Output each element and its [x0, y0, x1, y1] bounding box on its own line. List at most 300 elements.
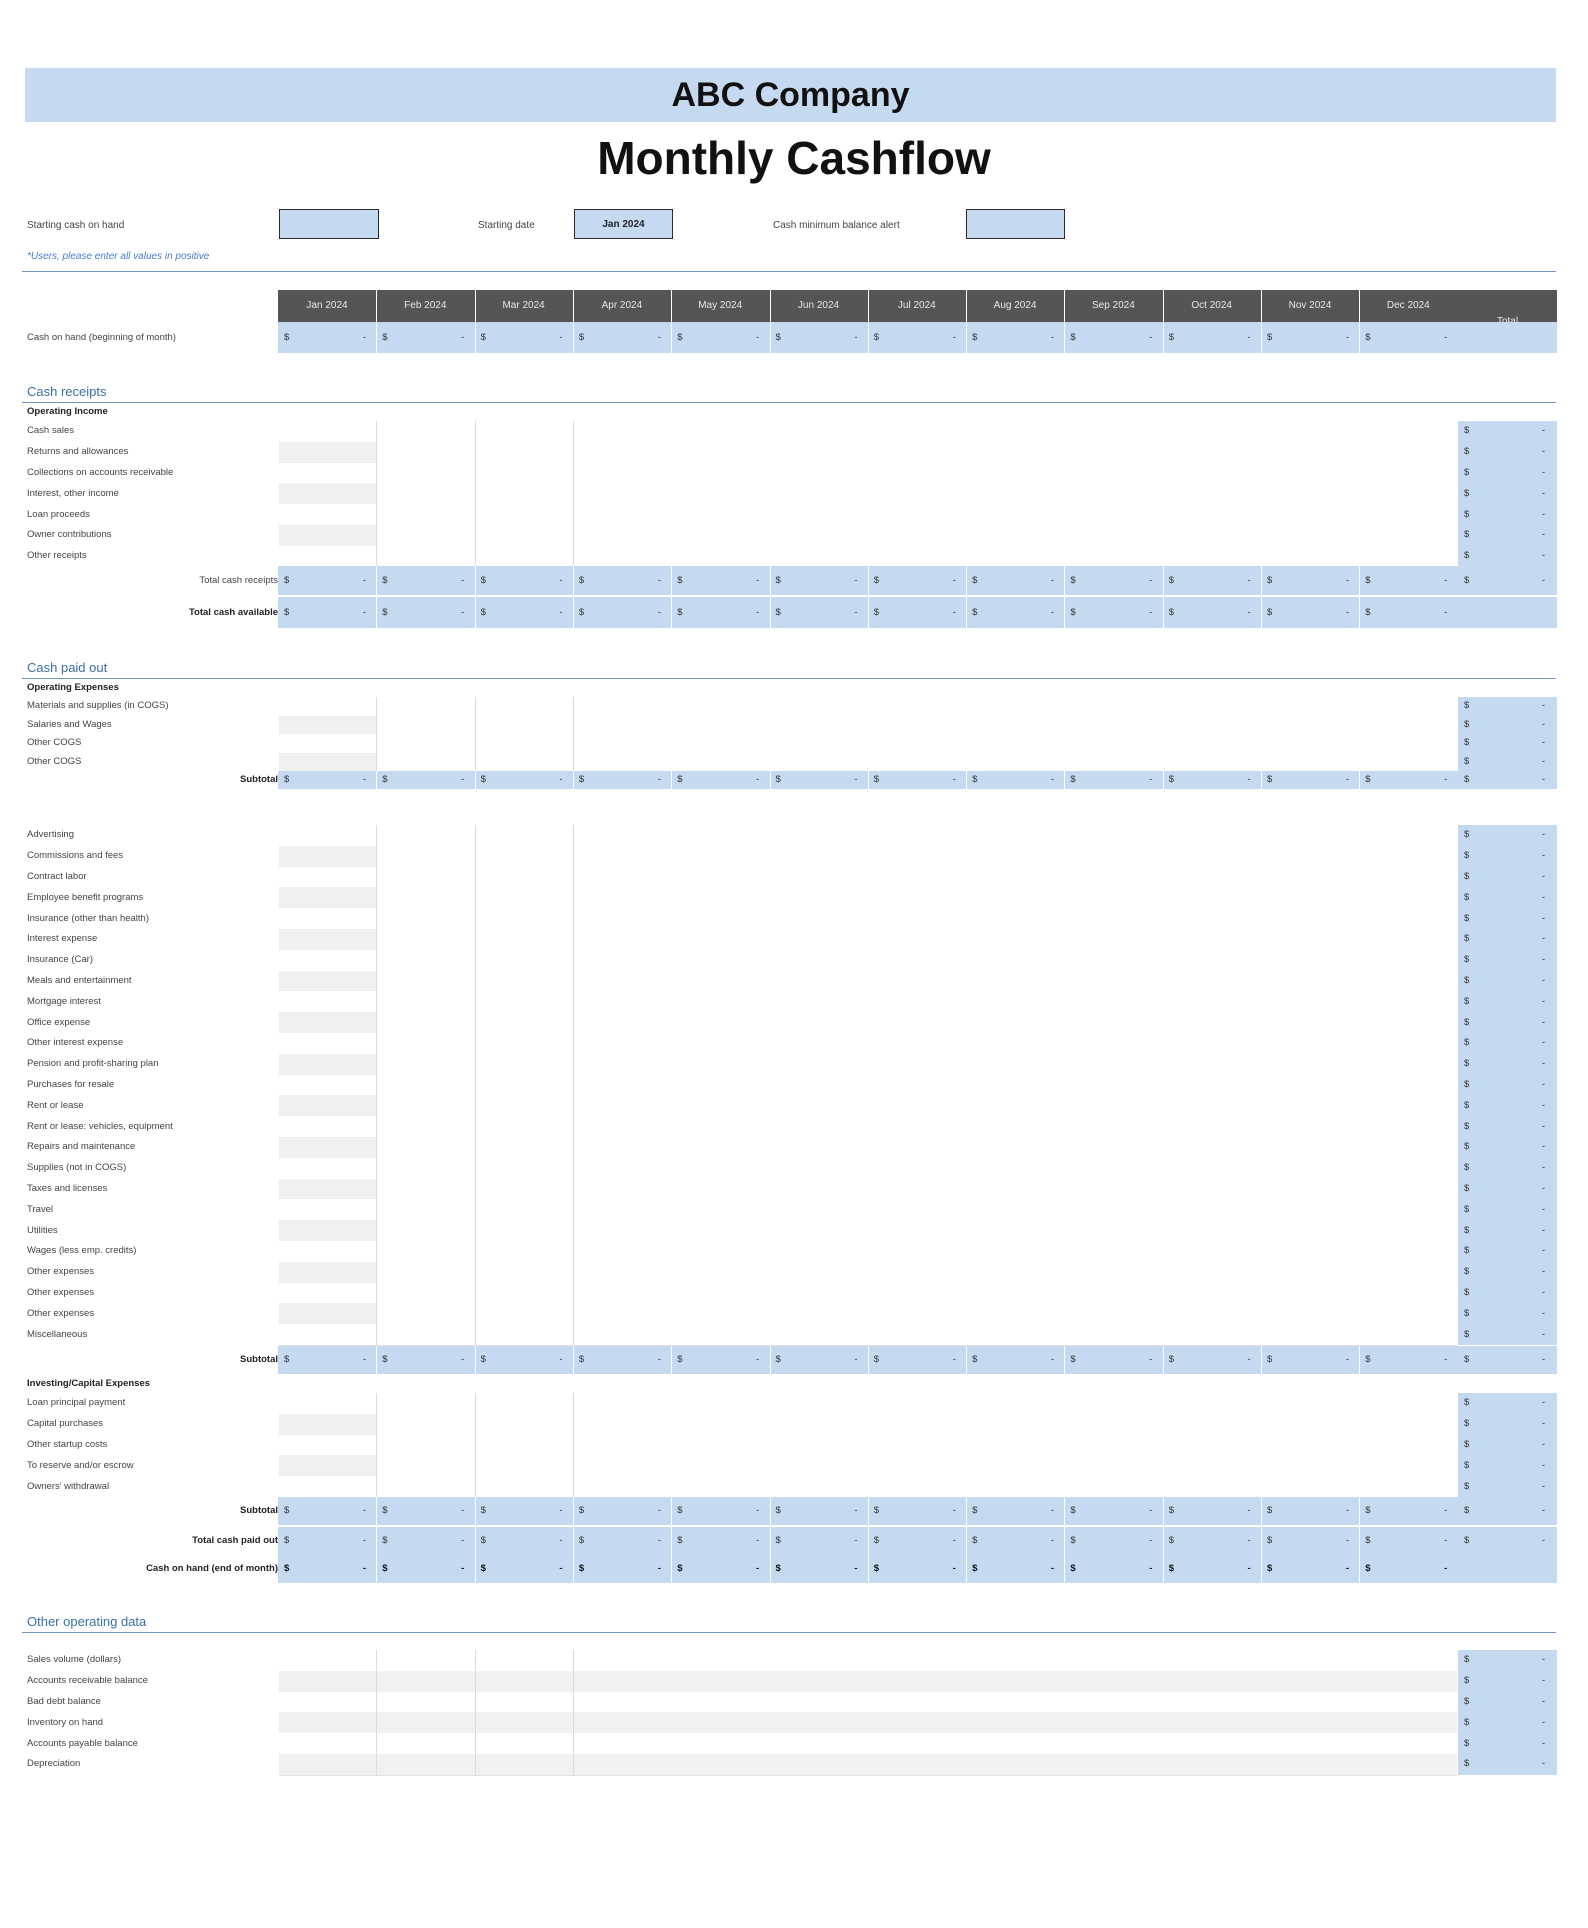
first-month-cell[interactable] — [279, 1199, 377, 1220]
row-label: Other COGS — [27, 737, 82, 749]
grid-line — [376, 483, 377, 504]
column-separator — [1064, 1497, 1065, 1525]
total-label: Cash on hand (end of month) — [146, 1563, 278, 1574]
row-total-cell — [1458, 1393, 1557, 1414]
input-row[interactable] — [279, 1179, 1457, 1201]
first-month-cell[interactable] — [279, 1671, 377, 1692]
value: - — [854, 606, 858, 618]
input-row[interactable] — [279, 1262, 1457, 1284]
value: - — [1149, 774, 1153, 785]
currency-sign: $ — [578, 574, 585, 586]
input-row[interactable] — [279, 825, 1457, 847]
grid-line — [376, 697, 377, 716]
column-separator — [376, 1497, 377, 1525]
grid-line — [376, 1241, 377, 1262]
grid-line — [573, 716, 574, 735]
currency-sign: $ — [1070, 1563, 1076, 1574]
first-month-cell[interactable] — [279, 1692, 377, 1713]
grid-line — [475, 991, 476, 1012]
total-blank — [1458, 1555, 1557, 1583]
value: - — [1541, 995, 1545, 1007]
grid-line — [573, 908, 574, 929]
currency-sign: $ — [382, 331, 388, 343]
starting-cash-input[interactable] — [279, 209, 379, 239]
input-row[interactable] — [279, 929, 1457, 951]
grid-line — [376, 825, 377, 846]
input-row[interactable] — [279, 1283, 1457, 1305]
row-label: Other COGS — [27, 755, 82, 767]
input-row[interactable] — [279, 1033, 1457, 1055]
value: - — [1541, 550, 1545, 562]
row-label: Owners' withdrawal — [27, 1480, 110, 1492]
grid-line — [475, 1455, 476, 1476]
row-total-cell — [1458, 504, 1557, 525]
grid-line — [475, 525, 476, 546]
starting-cash-label: Starting cash on hand — [27, 220, 125, 231]
currency-sign: $ — [972, 1563, 978, 1574]
first-month-cell[interactable] — [279, 1241, 377, 1262]
input-row[interactable] — [279, 1435, 1457, 1457]
value: - — [1444, 774, 1448, 785]
currency-sign: $ — [775, 774, 781, 785]
value: - — [756, 774, 760, 785]
value: - — [1541, 574, 1545, 586]
grid-line — [475, 1116, 476, 1137]
input-row[interactable] — [279, 1137, 1457, 1159]
row-label: Supplies (not in COGS) — [27, 1162, 127, 1174]
input-row[interactable] — [279, 950, 1457, 972]
input-row[interactable] — [279, 525, 1457, 547]
currency-sign: $ — [1168, 1505, 1174, 1516]
value: - — [1050, 774, 1055, 785]
first-month-cell[interactable] — [279, 1414, 377, 1435]
currency-sign: $ — [1464, 1307, 1470, 1319]
first-month-cell[interactable] — [279, 1324, 377, 1345]
currency-sign: $ — [382, 606, 388, 618]
currency-sign: $ — [1464, 1758, 1470, 1770]
value: - — [1345, 1505, 1349, 1516]
row-total-cell — [1458, 1754, 1557, 1775]
first-month-cell[interactable] — [279, 1075, 377, 1096]
grid-line — [475, 1283, 476, 1304]
grid-line — [475, 1712, 476, 1733]
currency-sign: $ — [1168, 774, 1174, 785]
row-label: Repairs and maintenance — [27, 1141, 136, 1153]
currency-sign: $ — [1464, 1654, 1470, 1666]
value: - — [657, 1505, 661, 1516]
row-label: Materials and supplies (in COGS) — [27, 700, 169, 712]
row-total-cell — [1458, 1692, 1557, 1713]
input-row[interactable] — [279, 1692, 1457, 1714]
column-separator — [475, 597, 476, 628]
column-separator — [1261, 1497, 1262, 1525]
column-separator — [966, 322, 967, 353]
column-separator — [1261, 771, 1262, 789]
currency-sign: $ — [1070, 574, 1076, 586]
first-month-cell[interactable] — [279, 1435, 377, 1456]
first-month-cell[interactable] — [279, 697, 377, 716]
row-label: Accounts receivable balance — [27, 1675, 148, 1687]
currency-sign: $ — [1267, 606, 1273, 618]
grid-line — [475, 1095, 476, 1116]
grid-line — [376, 846, 377, 867]
column-separator — [1359, 322, 1360, 353]
input-row[interactable] — [279, 734, 1457, 754]
value: - — [756, 1563, 760, 1574]
grid-line — [475, 1650, 476, 1671]
first-month-cell[interactable] — [279, 504, 377, 525]
input-row[interactable] — [279, 1158, 1457, 1180]
first-month-cell[interactable] — [279, 716, 377, 735]
row-label: Other startup costs — [27, 1439, 108, 1450]
value: - — [1541, 1120, 1545, 1132]
currency-sign: $ — [578, 331, 585, 343]
currency-sign: $ — [1464, 1099, 1470, 1111]
column-separator — [376, 771, 377, 789]
currency-sign: $ — [578, 1354, 585, 1365]
row-label: Loan proceeds — [27, 508, 90, 520]
row-label: Owner contributions — [27, 529, 112, 541]
value: - — [362, 1354, 366, 1365]
input-row[interactable] — [279, 846, 1457, 868]
currency-sign: $ — [480, 1535, 486, 1546]
input-row[interactable] — [279, 1075, 1457, 1097]
grid-line — [376, 971, 377, 992]
currency-sign: $ — [1365, 1505, 1371, 1516]
input-row[interactable] — [279, 1733, 1457, 1755]
value: - — [1541, 1459, 1545, 1471]
input-row[interactable] — [279, 1220, 1457, 1242]
grid-line — [475, 1179, 476, 1200]
first-month-cell[interactable] — [279, 1754, 377, 1775]
column-separator — [966, 771, 967, 789]
input-row[interactable] — [279, 1054, 1457, 1076]
month-header: Oct 2024 — [1191, 300, 1232, 311]
grid-line — [573, 1033, 574, 1054]
first-month-cell[interactable] — [279, 1054, 377, 1075]
first-month-cell[interactable] — [279, 1733, 377, 1754]
first-month-cell[interactable] — [279, 546, 377, 567]
input-row[interactable] — [279, 1199, 1457, 1221]
value: - — [1345, 606, 1349, 618]
input-row[interactable] — [279, 1754, 1457, 1776]
input-row[interactable] — [279, 887, 1457, 909]
input-row[interactable] — [279, 1324, 1457, 1346]
first-month-cell[interactable] — [279, 442, 377, 463]
value: - — [362, 331, 366, 343]
currency-sign: $ — [1464, 1438, 1470, 1450]
value: - — [1247, 574, 1251, 586]
currency-sign: $ — [1464, 974, 1470, 986]
value: - — [1541, 1695, 1545, 1707]
first-month-cell[interactable] — [279, 1095, 377, 1116]
column-separator — [1359, 597, 1360, 628]
grid-line — [573, 1199, 574, 1220]
currency-sign: $ — [1464, 1266, 1470, 1278]
value: - — [1541, 850, 1545, 862]
input-row[interactable] — [279, 1476, 1457, 1498]
currency-sign: $ — [284, 1505, 290, 1516]
month-header: Feb 2024 — [404, 300, 447, 311]
input-row[interactable] — [279, 1712, 1457, 1734]
grid-line — [475, 1303, 476, 1324]
input-row[interactable] — [279, 421, 1457, 443]
value: - — [362, 574, 366, 586]
grid-line — [573, 1116, 574, 1137]
input-row[interactable] — [279, 1455, 1457, 1477]
first-month-cell[interactable] — [279, 1262, 377, 1283]
first-month-cell[interactable] — [279, 1712, 377, 1733]
value: - — [1345, 1535, 1349, 1546]
first-month-cell[interactable] — [279, 1158, 377, 1179]
first-month-cell[interactable] — [279, 1220, 377, 1241]
column-separator — [770, 322, 771, 353]
currency-sign: $ — [972, 1505, 978, 1516]
currency-sign: $ — [1267, 1563, 1273, 1574]
row-label: Sales volume (dollars) — [27, 1654, 121, 1666]
input-row[interactable] — [279, 991, 1457, 1013]
input-row[interactable] — [279, 483, 1457, 505]
value: - — [559, 1505, 563, 1516]
group-operating-income: Operating Income — [27, 406, 108, 417]
grid-line — [376, 950, 377, 971]
first-month-cell[interactable] — [279, 1137, 377, 1158]
value: - — [461, 1505, 465, 1516]
grid-line — [573, 846, 574, 867]
first-month-cell[interactable] — [279, 421, 377, 442]
grid-line — [573, 887, 574, 908]
grid-line — [573, 442, 574, 463]
currency-sign: $ — [1464, 1162, 1470, 1174]
grid-line — [376, 525, 377, 546]
value: - — [756, 1535, 760, 1546]
row-label: Interest, other income — [27, 487, 119, 499]
first-month-cell[interactable] — [279, 971, 377, 992]
row-total-cell — [1458, 1455, 1557, 1476]
currency-sign: $ — [1464, 1354, 1470, 1365]
grid-line — [376, 1712, 377, 1733]
grid-line — [573, 1241, 574, 1262]
value: - — [854, 774, 858, 785]
month-header: Dec 2024 — [1386, 300, 1430, 311]
column-separator — [475, 322, 476, 353]
currency-sign: $ — [1464, 774, 1470, 785]
input-row[interactable] — [279, 697, 1457, 717]
value: - — [1345, 1563, 1349, 1574]
first-month-cell[interactable] — [279, 525, 377, 546]
column-separator — [1064, 566, 1065, 595]
value: - — [1345, 1354, 1349, 1365]
min-balance-input[interactable] — [966, 209, 1065, 239]
grid-line — [573, 929, 574, 950]
first-month-cell[interactable] — [279, 1012, 377, 1033]
input-row[interactable] — [279, 463, 1457, 485]
row-label: Meals and entertainment — [27, 975, 132, 986]
currency-sign: $ — [1464, 1459, 1470, 1471]
first-month-cell[interactable] — [279, 753, 377, 772]
first-month-cell[interactable] — [279, 929, 377, 950]
first-month-cell[interactable] — [279, 483, 377, 504]
row-label: Returns and allowances — [27, 446, 129, 458]
input-row[interactable] — [279, 908, 1457, 930]
first-month-cell[interactable] — [279, 908, 377, 929]
currency-sign: $ — [1464, 829, 1470, 841]
column-separator — [868, 1555, 869, 1583]
input-row[interactable] — [279, 442, 1457, 464]
value: - — [362, 1563, 366, 1574]
grid-line — [573, 1283, 574, 1304]
row-label: Taxes and licenses — [27, 1183, 108, 1194]
first-month-cell[interactable] — [279, 1179, 377, 1200]
month-header: Nov 2024 — [1288, 300, 1332, 311]
column-separator — [966, 1497, 967, 1525]
column-separator — [966, 566, 967, 595]
column-separator — [671, 566, 672, 595]
input-row[interactable] — [279, 1116, 1457, 1138]
value: - — [362, 774, 366, 785]
currency-sign: $ — [775, 1505, 781, 1516]
row-label: Mortgage interest — [27, 995, 101, 1007]
first-month-cell[interactable] — [279, 1033, 377, 1054]
currency-sign: $ — [873, 1354, 880, 1365]
currency-sign: $ — [480, 1563, 486, 1574]
input-row[interactable] — [279, 1303, 1457, 1325]
currency-sign: $ — [1464, 1120, 1470, 1132]
grid-line — [475, 1158, 476, 1179]
first-month-cell[interactable] — [279, 463, 377, 484]
grid-line — [475, 846, 476, 867]
row-label: Advertising — [27, 829, 74, 841]
grid-line — [475, 1754, 476, 1775]
currency-sign: $ — [382, 1354, 388, 1365]
currency-sign: $ — [1267, 331, 1273, 343]
value: - — [1541, 1737, 1545, 1749]
value: - — [1541, 1397, 1545, 1409]
row-total-cell — [1458, 1324, 1557, 1345]
first-month-cell[interactable] — [279, 825, 377, 846]
first-month-cell[interactable] — [279, 1283, 377, 1304]
first-month-cell[interactable] — [279, 1303, 377, 1324]
grid-line — [475, 1393, 476, 1414]
value: - — [1541, 1162, 1545, 1174]
currency-sign: $ — [775, 1563, 781, 1574]
input-row[interactable] — [279, 971, 1457, 993]
value: - — [461, 1563, 465, 1574]
value: - — [1444, 574, 1448, 586]
currency-sign: $ — [1267, 1505, 1273, 1516]
column-separator — [573, 597, 574, 628]
value: - — [1541, 1203, 1545, 1215]
currency-sign: $ — [480, 774, 486, 785]
grid-line — [573, 1054, 574, 1075]
value: - — [657, 331, 661, 343]
column-separator — [1064, 597, 1065, 628]
first-month-cell[interactable] — [279, 1476, 377, 1497]
value: - — [952, 774, 956, 785]
input-row[interactable] — [279, 1671, 1457, 1693]
currency-sign: $ — [1464, 1203, 1470, 1215]
input-row[interactable] — [279, 753, 1457, 773]
input-row[interactable] — [279, 867, 1457, 889]
grid-line — [475, 463, 476, 484]
row-total-cell — [1458, 1650, 1557, 1671]
input-row[interactable] — [279, 546, 1457, 568]
grid-line — [376, 442, 377, 463]
value: - — [362, 1535, 366, 1546]
grid-line — [475, 867, 476, 888]
value: - — [1541, 1307, 1545, 1319]
value: - — [1541, 1078, 1545, 1090]
value: - — [854, 331, 858, 343]
column-separator — [475, 771, 476, 789]
first-month-cell[interactable] — [279, 1455, 377, 1476]
grand-total-cell — [1458, 771, 1557, 789]
currency-sign: $ — [1365, 1354, 1371, 1365]
column-separator — [770, 597, 771, 628]
grid-line — [475, 421, 476, 442]
currency-sign: $ — [284, 574, 290, 586]
input-row[interactable] — [279, 1393, 1457, 1415]
currency-sign: $ — [1464, 1058, 1470, 1070]
first-month-cell[interactable] — [279, 734, 377, 753]
currency-sign: $ — [1168, 1535, 1174, 1546]
currency-sign: $ — [1464, 1480, 1470, 1492]
first-month-cell[interactable] — [279, 991, 377, 1012]
value: - — [1541, 1716, 1545, 1728]
grid-line — [573, 971, 574, 992]
row-total-cell — [1458, 1137, 1557, 1158]
column-separator — [475, 1555, 476, 1583]
value: - — [1541, 1535, 1545, 1546]
first-month-cell[interactable] — [279, 1650, 377, 1671]
starting-date-input[interactable]: Jan 2024 — [574, 209, 673, 239]
input-row[interactable] — [279, 716, 1457, 736]
first-month-cell[interactable] — [279, 950, 377, 971]
input-row[interactable] — [279, 1012, 1457, 1034]
input-row[interactable] — [279, 1650, 1457, 1672]
column-separator — [1163, 771, 1164, 789]
grid-line — [573, 504, 574, 525]
row-total-cell — [1458, 1414, 1557, 1435]
row-total-cell — [1458, 463, 1557, 484]
input-row[interactable] — [279, 1241, 1457, 1263]
first-month-cell[interactable] — [279, 1116, 377, 1137]
grid-line — [376, 546, 377, 567]
first-month-cell[interactable] — [279, 846, 377, 867]
currency-sign: $ — [480, 606, 486, 618]
group-operating-expenses: Operating Expenses — [27, 682, 119, 693]
row-total-cell — [1458, 1033, 1557, 1054]
input-row[interactable] — [279, 504, 1457, 526]
first-month-cell[interactable] — [279, 867, 377, 888]
row-label: Interest expense — [27, 933, 98, 945]
first-month-cell[interactable] — [279, 887, 377, 908]
row-label: Other receipts — [27, 550, 87, 562]
column-separator — [966, 597, 967, 628]
value: - — [657, 574, 661, 586]
row-label: Miscellaneous — [27, 1328, 88, 1340]
grid-line — [475, 1054, 476, 1075]
value: - — [1541, 1037, 1545, 1049]
input-row[interactable] — [279, 1095, 1457, 1117]
grid-line — [376, 716, 377, 735]
currency-sign: $ — [972, 606, 978, 618]
input-row[interactable] — [279, 1414, 1457, 1436]
row-label: Loan principal payment — [27, 1397, 126, 1409]
value: - — [1444, 331, 1448, 343]
grid-line — [573, 1158, 574, 1179]
first-month-cell[interactable] — [279, 1393, 377, 1414]
